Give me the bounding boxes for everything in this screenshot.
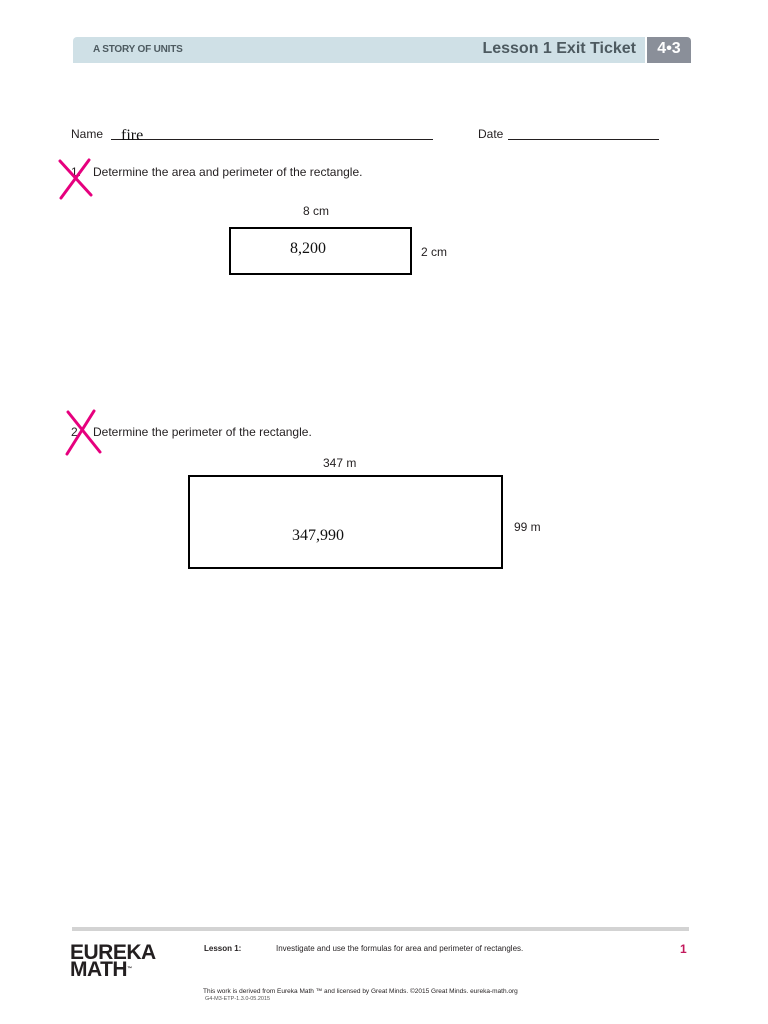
name-field[interactable]: fire: [121, 127, 144, 144]
question-2-side-label: 99 m: [514, 520, 541, 534]
date-line: [508, 139, 659, 140]
question-1-side-label: 2 cm: [421, 245, 448, 259]
footer-lesson-description: Investigate and use the formulas for area and perimeter of rectangles.: [276, 944, 524, 953]
question-1-answer[interactable]: 8,200: [290, 240, 326, 257]
logo-trademark: ™: [127, 966, 132, 972]
question-2-number: 2.: [71, 425, 82, 439]
footer-rule: [72, 927, 689, 931]
date-label: Date: [478, 127, 504, 141]
logo-line-1: EUREKA: [70, 941, 156, 964]
lesson-title: Lesson 1 Exit Ticket: [482, 40, 636, 57]
question-1-number: 1.: [71, 165, 82, 179]
series-title: A STORY OF UNITS: [93, 44, 183, 55]
page-number: 1: [680, 942, 687, 956]
eureka-math-logo: [70, 941, 156, 981]
logo-line-2: MATH: [70, 958, 128, 981]
question-2-rectangle: [188, 475, 503, 569]
question-2-top-label: 347 m: [323, 456, 357, 470]
footer-code: G4-M3-ETP-1.3.0-05.2015: [205, 996, 271, 1002]
incorrect-mark-1-icon: [55, 157, 97, 201]
name-label: Name: [71, 127, 104, 141]
footer-lesson-label: Lesson 1:: [204, 944, 242, 953]
question-1-top-label: 8 cm: [303, 204, 330, 218]
incorrect-mark-2-icon: [60, 408, 106, 458]
grade-module-badge: 4•3: [647, 37, 691, 63]
footer-license: This work is derived from Eureka Math ™ and licensed by Great Minds. ©2015 Great Minds. eureka-math.org: [203, 988, 518, 995]
question-2-answer[interactable]: 347,990: [292, 527, 344, 544]
question-1-text: Determine the area and perimeter of the rectangle.: [93, 165, 363, 179]
name-line: [111, 139, 433, 140]
question-2-text: Determine the perimeter of the rectangle.: [93, 425, 312, 439]
